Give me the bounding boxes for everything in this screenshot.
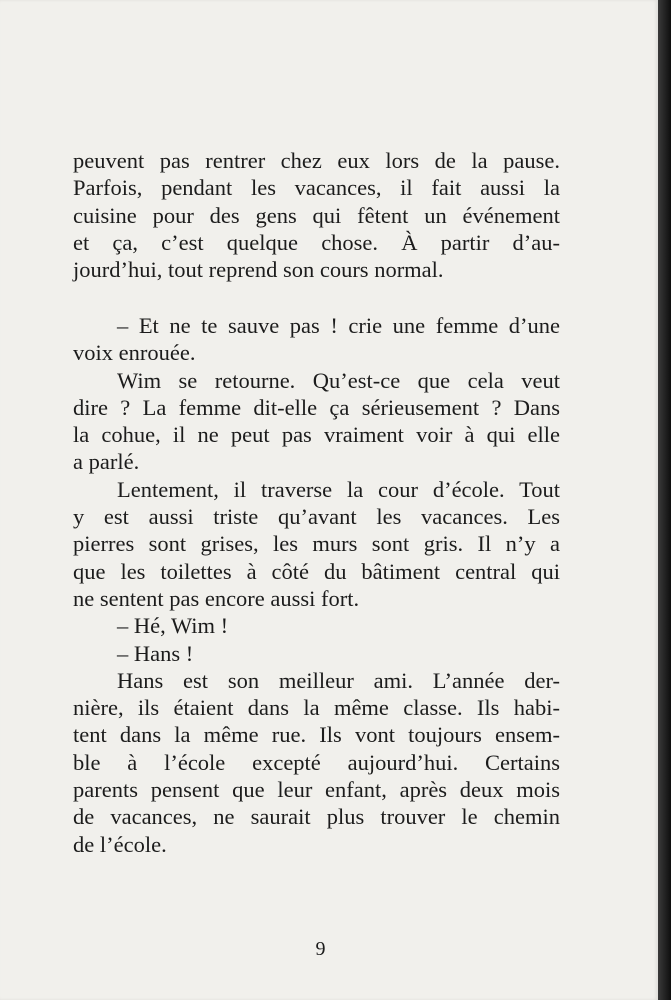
text-line: a parlé. <box>73 449 140 475</box>
text-line: Parfois, pendant les vacances, il fait aussi la <box>73 175 560 201</box>
text-line: Lentement, il traverse la cour d’école. Tout <box>117 476 560 502</box>
text-line: peuvent pas rentrer chez eux lors de la pause. <box>73 148 560 173</box>
text-line: Wim se retourne. Qu’est-ce que cela veut <box>117 367 560 393</box>
text-line: de l’école. <box>73 831 167 857</box>
paragraph-continuation <box>73 147 560 283</box>
text-line: y est aussi triste qu’avant les vacances. Les <box>73 504 560 530</box>
text-line: et ça, c’est quelque chose. À partir d’au- <box>73 229 560 255</box>
text-line: Hans est son meilleur ami. L’année der- <box>117 667 560 693</box>
text-line: pierres sont grises, les murs sont gris. Il n’y a <box>73 531 560 557</box>
text-line: – Et ne te sauve pas ! crie une femme d’une <box>117 313 560 338</box>
text-line: – Hé, Wim ! <box>117 613 229 639</box>
text-line: tent dans la même rue. Ils vont toujours ensem- <box>73 722 560 748</box>
text-line: – Hans ! <box>117 640 194 666</box>
text-line: ne sentent pas encore aussi fort. <box>73 585 360 611</box>
text-line: parents pensent que leur enfant, après deux mois <box>73 777 560 803</box>
text-line: la cohue, il ne peut pas vraiment voir à qui elle <box>73 422 560 448</box>
text-line: que les toilettes à côté du bâtiment central qui <box>73 558 560 584</box>
text-line: dire ? La femme dit-elle ça sérieusement ? Dans <box>73 394 560 420</box>
text-line: cuisine pour des gens qui fêtent un événement <box>73 202 560 228</box>
page-number: 9 <box>315 938 326 960</box>
text-line: voix enrouée. <box>73 340 196 366</box>
text-line: ble à l’école excepté aujourd’hui. Certains <box>73 749 560 775</box>
text-line: jourd’hui, tout reprend son cours normal. <box>73 257 444 283</box>
book-edge <box>658 0 671 1000</box>
text-line: de vacances, ne saurait plus trouver le chemin <box>73 804 560 830</box>
dialogue-section <box>73 312 560 858</box>
text-line: nière, ils étaient dans la même classe. Ils habi- <box>73 695 560 721</box>
